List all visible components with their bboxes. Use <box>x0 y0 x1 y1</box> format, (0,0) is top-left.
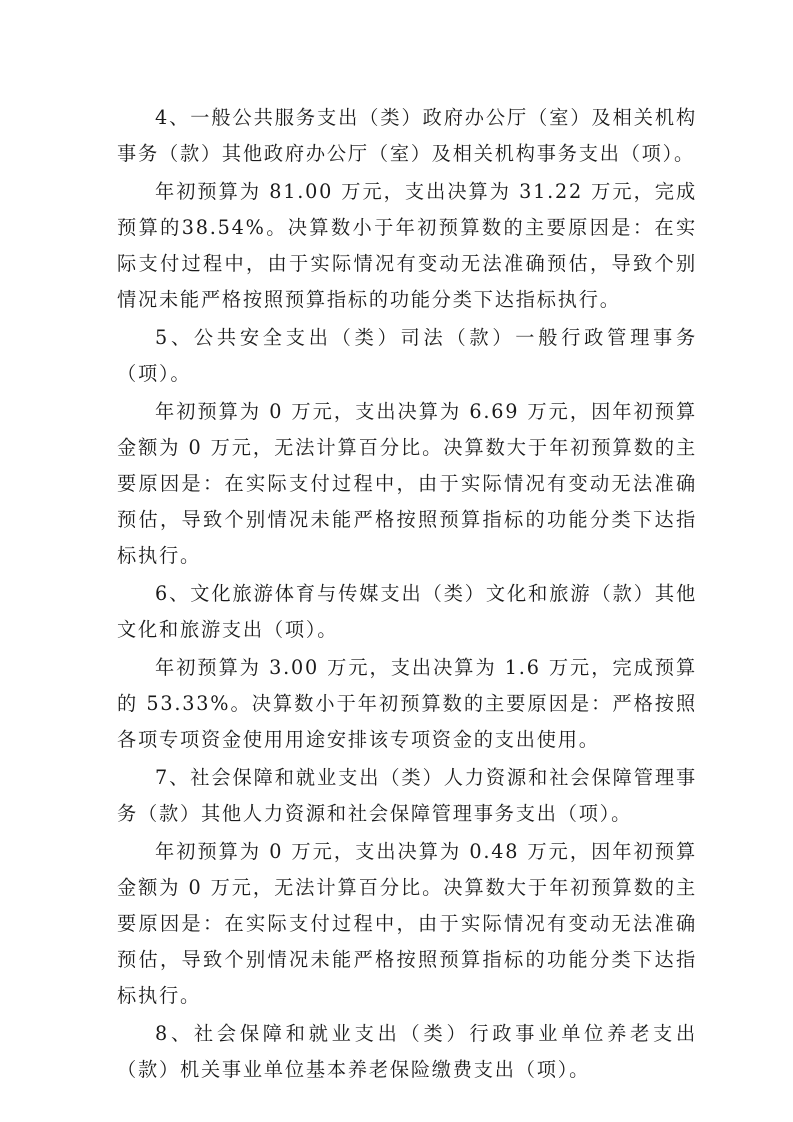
section-4-body: 年初预算为 81.00 万元，支出决算为 31.22 万元，完成预算的38.54%。决算数小于年初预算数的主要原因是：在实际支付过程中，由于实际情况有变动无法准确预估，导致个别情况未能严格按照预算指标的功能分类下达指标执行。 <box>117 180 697 311</box>
section-7-heading: 7、社会保障和就业支出（类）人力资源和社会保障管理事务（款）其他人力资源和社会保障管理事务支出（项）。 <box>117 766 697 825</box>
document-page <box>117 100 697 1090</box>
section-8-heading: 8、社会保障和就业支出（类）行政事业单位养老支出（款）机关事业单位基本养老保险缴费支出（项）。 <box>117 1022 697 1081</box>
section-5-body: 年初预算为 0 万元，支出决算为 6.69 万元，因年初预算金额为 0 万元，无法计算百分比。决算数大于年初预算数的主要原因是：在实际支付过程中，由于实际情况有变动无法准确预估，导致个别情况未能严格按照预算指标的功能分类下达指标执行。 <box>117 400 697 567</box>
section-6-heading: 6、文化旅游体育与传媒支出（类）文化和旅游（款）其他文化和旅游支出（项）。 <box>117 582 697 641</box>
section-6-body: 年初预算为 3.00 万元，支出决算为 1.6 万元，完成预算的 53.33%。决算数小于年初预算数的主要原因是：严格按照各项专项资金使用用途安排该专项资金的支出使用。 <box>117 656 697 751</box>
section-7-body: 年初预算为 0 万元，支出决算为 0.48 万元，因年初预算金额为 0 万元，无法计算百分比。决算数大于年初预算数的主要原因是：在实际支付过程中，由于实际情况有变动无法准确预估，导致个别情况未能严格按照预算指标的功能分类下达指标执行。 <box>117 840 697 1007</box>
section-5-heading: 5、公共安全支出（类）司法（款）一般行政管理事务（项）。 <box>117 326 697 385</box>
section-4-heading: 4、一般公共服务支出（类）政府办公厅（室）及相关机构事务（款）其他政府办公厅（室）及相关机构事务支出（项）。 <box>117 106 697 165</box>
